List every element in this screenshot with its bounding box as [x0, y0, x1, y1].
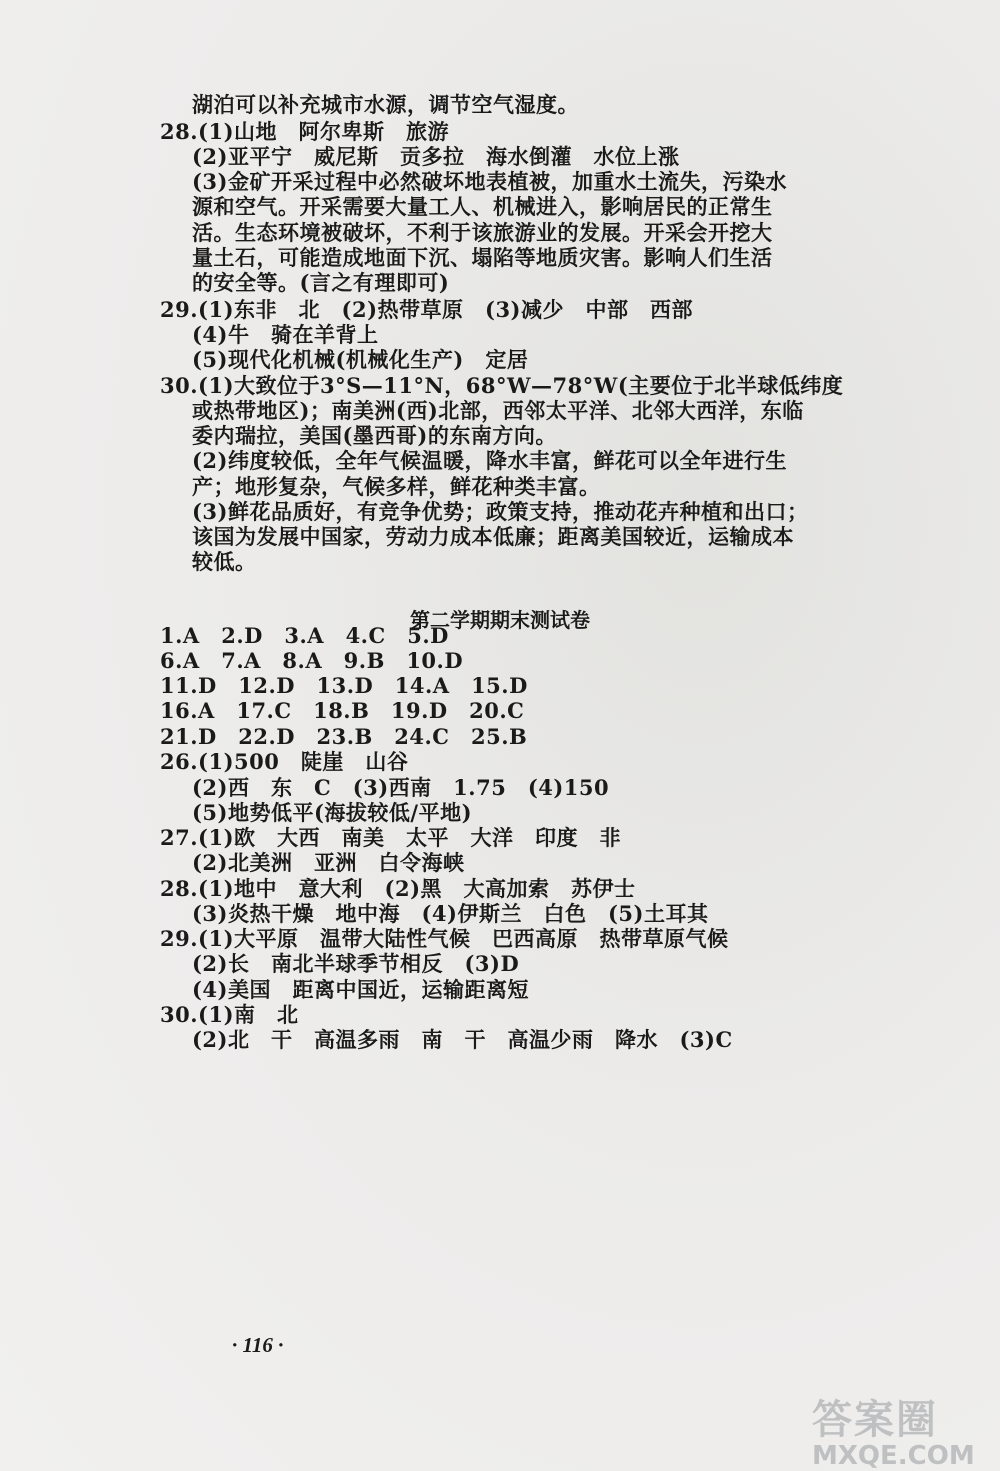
answer-line: 29.(1)东非 北 (2)热带草原 (3)减少 中部 西部: [160, 297, 693, 322]
watermark-logo: [812, 1388, 992, 1471]
answer-line: 6.A 7.A 8.A 9.B 10.D: [160, 648, 464, 673]
watermark-logo-text: 答案圈: [812, 1397, 938, 1443]
answer-line: (2)长 南北半球季节相反 (3)D: [192, 951, 520, 976]
answer-line: 30.(1)大致位于3°S—11°N，68°W—78°W(主要位于北半球低纬度: [160, 373, 844, 398]
answer-line: 活。生态环境被破坏，不利于该旅游业的发展。开采会开挖大: [192, 220, 773, 245]
answer-line: 27.(1)欧 大西 南美 太平 大洋 印度 非: [160, 825, 622, 850]
answer-line: 11.D 12.D 13.D 14.A 15.D: [160, 673, 528, 698]
watermark-url: MXQE.COM: [812, 1441, 975, 1471]
answer-line: 源和空气。开采需要大量工人、机械进入，影响居民的正常生: [192, 194, 773, 219]
answer-line: (5)现代化机械(机械化生产) 定居: [192, 347, 529, 372]
answer-line: (2)北美洲 亚洲 白令海峡: [192, 850, 465, 875]
answer-line: 较低。: [192, 549, 257, 574]
answer-line: 16.A 17.C 18.B 19.D 20.C: [160, 698, 525, 723]
answer-line: 30.(1)南 北: [160, 1002, 299, 1027]
answer-line: 产；地形复杂，气候多样，鲜花种类丰富。: [192, 474, 601, 499]
answer-line: (2)亚平宁 威尼斯 贡多拉 海水倒灌 水位上涨: [192, 144, 680, 169]
answer-line: (2)北 干 高温多雨 南 干 高温少雨 降水 (3)C: [192, 1027, 733, 1052]
answer-line: 29.(1)大平原 温带大陆性气候 巴西高原 热带草原气候: [160, 926, 729, 951]
answer-line: 该国为发展中国家，劳动力成本低廉；距离美国较近，运输成本: [192, 524, 794, 549]
answer-line: (4)美国 距离中国近，运输距离短: [192, 977, 529, 1002]
answer-line: (5)地势低平(海拔较低/平地): [192, 800, 473, 825]
answer-line: 湖泊可以补充城市水源，调节空气湿度。: [192, 92, 579, 117]
page-number: · 116 ·: [232, 1333, 284, 1357]
answer-line: (2)西 东 C (3)西南 1.75 (4)150: [192, 775, 610, 800]
answer-line: 1.A 2.D 3.A 4.C 5.D: [160, 623, 449, 648]
answer-line: (3)鲜花品质好，有竞争优势；政策支持，推动花卉种植和出口；: [192, 499, 809, 524]
answer-line: 21.D 22.D 23.B 24.C 25.B: [160, 724, 528, 749]
answer-line: (4)牛 骑在羊背上: [192, 322, 379, 347]
answer-line: 28.(1)地中 意大利 (2)黑 大高加索 苏伊士: [160, 876, 636, 901]
answer-line: 28.(1)山地 阿尔卑斯 旅游: [160, 119, 450, 144]
answer-line: 的安全等。(言之有理即可): [192, 270, 450, 295]
answer-line: (2)纬度较低，全年气候温暖，降水丰富，鲜花可以全年进行生: [192, 448, 787, 473]
answer-line: 26.(1)500 陡崖 山谷: [160, 749, 409, 774]
answer-line: 量土石，可能造成地面下沉、塌陷等地质灾害。影响人们生活: [192, 245, 773, 270]
section-title: 第二学期期末测试卷: [410, 608, 590, 632]
answer-line: 委内瑞拉，美国(墨西哥)的东南方向。: [192, 423, 557, 448]
answer-line: (3)炎热干燥 地中海 (4)伊斯兰 白色 (5)土耳其: [192, 901, 709, 926]
answer-line: 或热带地区)；南美洲(西)北部，西邻太平洋、北邻大西洋，东临: [192, 398, 804, 423]
answer-line: (3)金矿开采过程中必然破坏地表植被，加重水土流失，污染水: [192, 169, 787, 194]
